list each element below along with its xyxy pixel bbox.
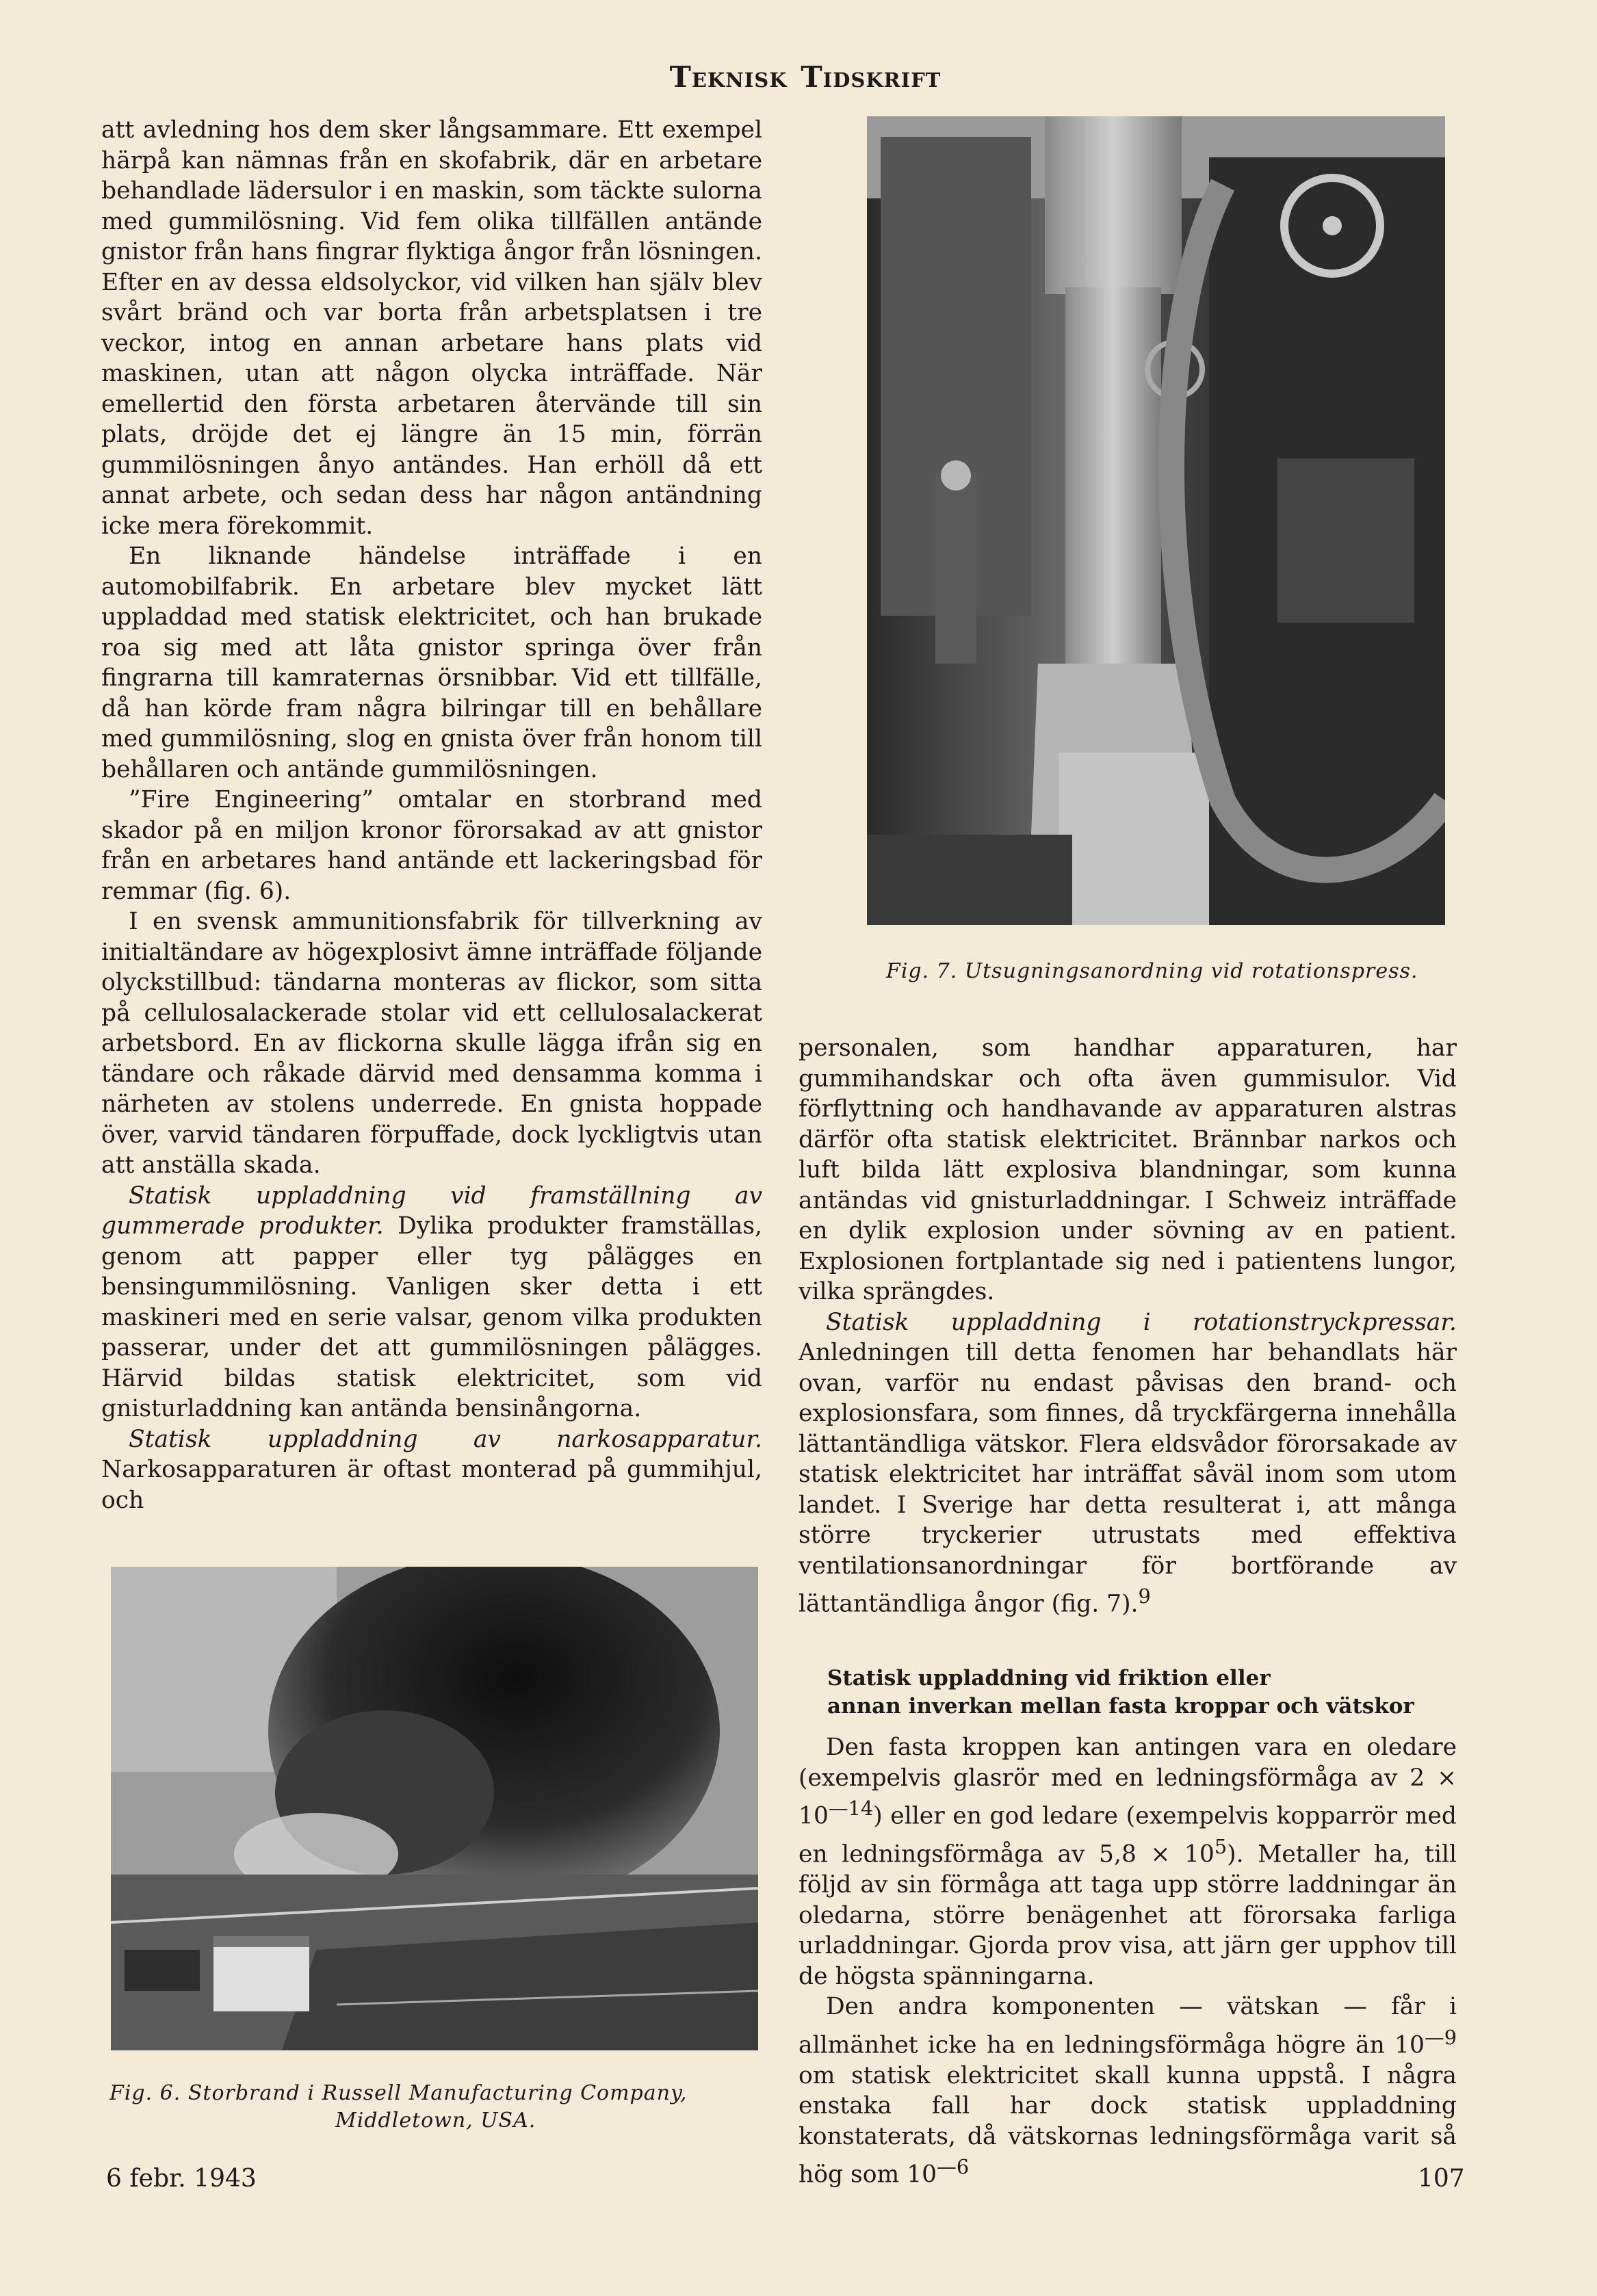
figure-6-caption-line-2: Middletown, USA. xyxy=(335,2109,536,2132)
paragraph-fire-engineering: ”Fire Engineering” omtalar en storbrand med skador på en miljon kronor förorsakad av att gnistor från en arbetares hand antände ett lackeringsbad för remmar (fig. 6). xyxy=(101,786,762,905)
text-solid-body-c: ). Metaller ha, till följd av sin förmåga att taga upp större laddningar än oledarna, större benägenhet att förorsaka farliga urladdningar. Gjorda prov visa, att järn ger upphov till de högsta spänningarna. xyxy=(798,1840,1457,1990)
paragraph-automobile-factory: En liknande händelse inträffade i en automobilfabrik. En arbetare blev mycket lätt uppladdad med statisk elektricitet, och han brukade roa sig med att låta gnistor springa över från fingrarna till kamraternas örsnibbar. Vid ett tillfälle, då han körde fram några bilringar till en behållare med gummilösning, slog en gnista över från honom till behållaren och antände gummilösningen. xyxy=(101,543,762,783)
footnote-marker: 9 xyxy=(1138,1584,1151,1608)
paragraph-solid-body xyxy=(798,1732,1457,1992)
paragraph-shoe-factory: att avledning hos dem sker långsammare. Ett exempel härpå kan nämnas från en skofabrik, där en arbetare behandlade lädersulor i en maskin, som täckte sulorna med gummilösning. Vid fem olika tillfällen antände gnistor från hans fingrar flyktiga ångor från lösningen. Efter en av dessa eldsolyckor, vid vilken han själv blev svårt bränd och var borta från arbetsplatsen i tre veckor, intog en annan arbetare hans plats vid maskinen, utan att någon olycka inträffade. När emellertid den första arbetaren återvände till sin plats, dröjde det ej längre än 15 min, förrän gummilösningen ånyo antändes. Han erhöll då ett annat arbete, och sedan dess har någon antändning icke mera förekommit. xyxy=(101,116,762,540)
paragraph-anesthesia-apparatus xyxy=(101,1424,762,1516)
page-number: 107 xyxy=(1418,2165,1465,2193)
masthead-word-2: Tidskrift xyxy=(801,60,942,94)
figure-6-photo xyxy=(111,1567,758,2050)
figure-6-caption-line-1: Fig. 6. Storbrand i Russell Manufacturing Company, xyxy=(109,2081,688,2105)
text-solid-body-a: Den fasta kroppen kan antingen vara en oledare (exempelvis glasrör med en ledningsförmåga av 2 × 10 xyxy=(798,1734,1457,1830)
paragraph-anesthesia-continued: personalen, som handhar apparaturen, har gummihandskar och ofta även gummisulor. Vid förflyttning och handhavande av apparaturen alstras därför ofta statisk elektricitet. Brännbar narkos och luft bilda lätt explosiva blandningar, som kunna antändas vid gnisturladdningar. I Schweiz inträffade en dylik explosion under sövning av en patient. Explosionen fortplantade sig ned i patientens lungor, vilka sprängdes. xyxy=(798,1034,1457,1305)
masthead-word-1: Teknisk xyxy=(669,60,788,94)
text-anesthesia-apparatus: Narkosapparaturen är oftast monterad på gummihjul, och xyxy=(101,1456,762,1514)
right-text-column-top xyxy=(798,1033,1457,1619)
subheading-rotary-presses: Statisk uppladdning i rotationstryckpressar. xyxy=(826,1308,1457,1336)
text-rotary-presses: Anledningen till detta fenomen har behandlats här ovan, varför nu endast påvisas den brand- och explosionsfara, som finnes, då tryckfärgerna innehålla lättantändliga vätskor. Flera eldsvådor förorsakade av statisk elektricitet har inträffat såväl inom som utom landet. I Sverige har detta resulterat i, att många större tryckerier utrustats med effektiva ventilationsanordningar för bortförande av lättantändliga ångor (fig. 7). xyxy=(798,1339,1457,1618)
figure-6-caption xyxy=(109,2080,766,2135)
section-heading-friction xyxy=(827,1665,1457,1721)
paragraph-ammunition-factory: I en svensk ammunitionsfabrik för tillverkning av initialtändare av högexplosivt ämne inträffade följande olyckstillbud: tändarna monteras av flickor, som sitta på cellulosalackerade stolar vid ett cellulosalackerat arbetsbord. En av flickorna skulle lägga ifrån sig en tändare och råkade därvid med densamma komma i närheten av stolens underrede. En gnista hoppade över, varvid tändaren förpuffade, dock lyckligtvis utan att anställa skada. xyxy=(101,908,762,1179)
exponent-liquid-1: —9 xyxy=(1424,2025,1457,2049)
paragraph-rotary-presses xyxy=(798,1307,1457,1620)
exponent-copper: 5 xyxy=(1214,1835,1228,1858)
exponent-glass: —14 xyxy=(828,1797,874,1820)
text-liquid-b: om statisk elektricitet skall kunna uppstå. I några enstaka fall har dock statisk uppladdning konstaterats, då vätskornas ledningsförmåga varit så hög som 10 xyxy=(798,2061,1457,2189)
text-rubberized-products: Dylika produkter framställas, genom att papper eller tyg pålägges en bensingummilösning. Vanligen sker detta i ett maskineri med en serie valsar, genom vilka produkten passerar, under det att gummilösningen pålägges. Härvid bildas statisk elektricitet, som vid gnisturladdning kan antända bensinångorna. xyxy=(101,1212,763,1422)
paragraph-rubberized-products xyxy=(101,1181,762,1424)
section-heading-line-1: Statisk uppladdning vid friktion eller xyxy=(827,1666,1271,1691)
figure-7-photo xyxy=(867,116,1445,925)
exponent-liquid-2: —6 xyxy=(937,2155,970,2178)
right-text-column-bottom xyxy=(798,1732,1457,2190)
paragraph-liquid-component xyxy=(798,1992,1457,2190)
subheading-rubberized-products: Statisk uppladdning vid framställning av gummerade produkter. xyxy=(101,1182,762,1240)
factory-fire-photo-illustration xyxy=(111,1567,758,2050)
text-liquid-a: Den andra komponenten — vätskan — får i allmänhet icke ha en ledningsförmåga högre än 10 xyxy=(798,1993,1457,2059)
figure-7-caption: Fig. 7. Utsugningsanordning vid rotationspress. xyxy=(886,959,1418,983)
rotary-press-photo-illustration xyxy=(867,116,1445,925)
text-solid-body-b: ) eller en god ledare (exempelvis kopparrör med en ledningsförmåga av 5,8 × 10 xyxy=(798,1802,1457,1868)
issue-date: 6 febr. 1943 xyxy=(106,2165,257,2193)
section-heading-line-2: annan inverkan mellan fasta kroppar och vätskor xyxy=(827,1694,1414,1719)
journal-masthead xyxy=(0,60,1597,94)
subheading-anesthesia-apparatus: Statisk uppladdning av narkosapparatur. xyxy=(129,1425,762,1453)
left-text-column xyxy=(101,115,762,1515)
